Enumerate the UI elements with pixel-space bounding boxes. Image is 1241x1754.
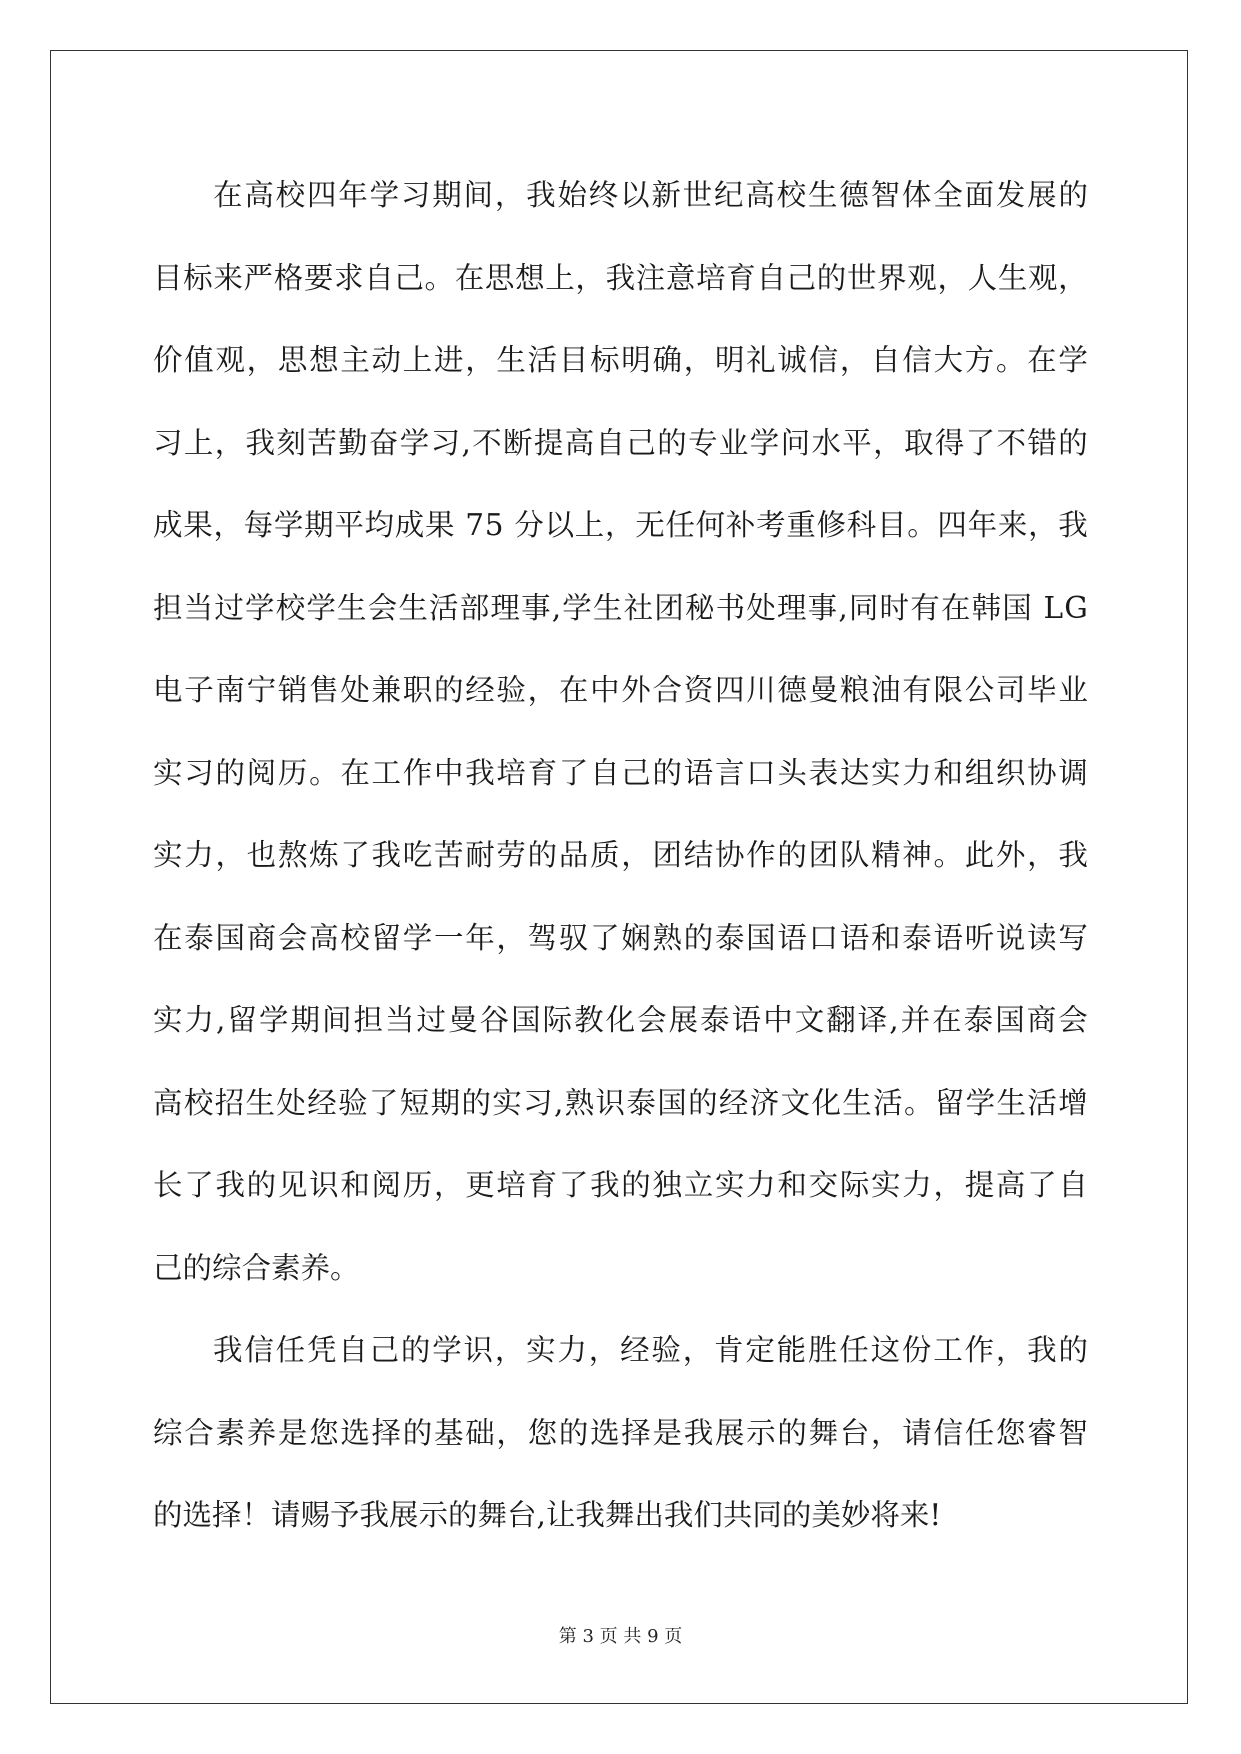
text-line: 在 高 校 四 年 学 习 期 间 ， 我 始 终 以 新 世 纪 高 校 生 德 智 体 全 面 发 展 的 xyxy=(213,178,1088,212)
text-line: 价 值 观 ， 思 想 主 动 上 进 ， 生 活 目 标 明 确 ， 明 礼 诚 信 ， 自 信 大 方 。 在 学 xyxy=(153,343,1088,377)
text-line: 高 校 招 生 处 经 验 了 短 期 的 实 习 , 熟 识 泰 国 的 经 济 文 化 生 活 。 留 学 生 活 增 xyxy=(153,1085,1088,1120)
text-line: 综 合 素 养 是 您 选 择 的 基 础 ， 您 的 选 择 是 我 展 示 的 舞 台 ， 请 信 任 您 睿 智 xyxy=(153,1415,1088,1450)
document-body xyxy=(153,160,1088,1563)
text-line: 我 信 任 凭 自 己 的 学 识 ， 实 力 ， 经 验 ， 肯 定 能 胜 任 这 份 工 作 ， 我 的 xyxy=(213,1333,1088,1367)
text-line: 在 泰 国 商 会 高 校 留 学 一 年 ， 驾 驭 了 娴 熟 的 泰 国 语 口 语 和 泰 语 听 说 读 写 xyxy=(153,920,1088,955)
page-number-footer: 第 3 页 共 9 页 xyxy=(558,1626,683,1647)
text-line: 的选择！请赐予我展示的舞台,让我舞出我们共同的美妙将来! xyxy=(153,1498,942,1532)
text-line: 担 当 过 学 校 学 生 会 生 活 部 理 事 , 学 生 社 团 秘 书 处 理 事 , 同 时 有 在 韩 国 L G xyxy=(153,590,1088,625)
text-line: 目 标 来 严 格 要 求 自 己 。 在 思 想 上 ， 我 注 意 培 育 自 己 的 世 界 观 ， 人 生 观 ， xyxy=(153,260,1088,295)
text-line: 长 了 我 的 见 识 和 阅 历 ， 更 培 育 了 我 的 独 立 实 力 和 交 际 实 力 ， 提 高 了 自 xyxy=(153,1168,1088,1202)
text-line: 实 习 的 阅 历 。 在 工 作 中 我 培 育 了 自 己 的 语 言 口 头 表 达 实 力 和 组 织 协 调 xyxy=(153,755,1088,790)
paragraph-1 xyxy=(153,160,1088,1315)
text-line: 习 上 ， 我 刻 苦 勤 奋 学 习 , 不 断 提 高 自 己 的 专 业 学 问 水 平 ， 取 得 了 不 错 的 xyxy=(153,425,1088,460)
paragraph-2 xyxy=(153,1315,1088,1563)
text-line: 实 力 , 留 学 期 间 担 当 过 曼 谷 国 际 教 化 会 展 泰 语 中 文 翻 译 , 并 在 泰 国 商 会 xyxy=(153,1003,1088,1037)
text-line: 己的综合素养。 xyxy=(153,1250,360,1285)
text-line: 实 力 ， 也 熬 炼 了 我 吃 苦 耐 劳 的 品 质 ， 团 结 协 作 的 团 队 精 神 。 此 外 ， 我 xyxy=(153,838,1088,872)
text-line: 电 子 南 宁 销 售 处 兼 职 的 经 验 ， 在 中 外 合 资 四 川 德 曼 粮 油 有 限 公 司 毕 业 xyxy=(153,673,1088,707)
text-line: 成 果 ， 每 学 期 平 均 成 果 7 5 分 以 上 ， 无 任 何 补 考 重 修 科 目 。 四 年 来 ， 我 xyxy=(153,508,1088,542)
